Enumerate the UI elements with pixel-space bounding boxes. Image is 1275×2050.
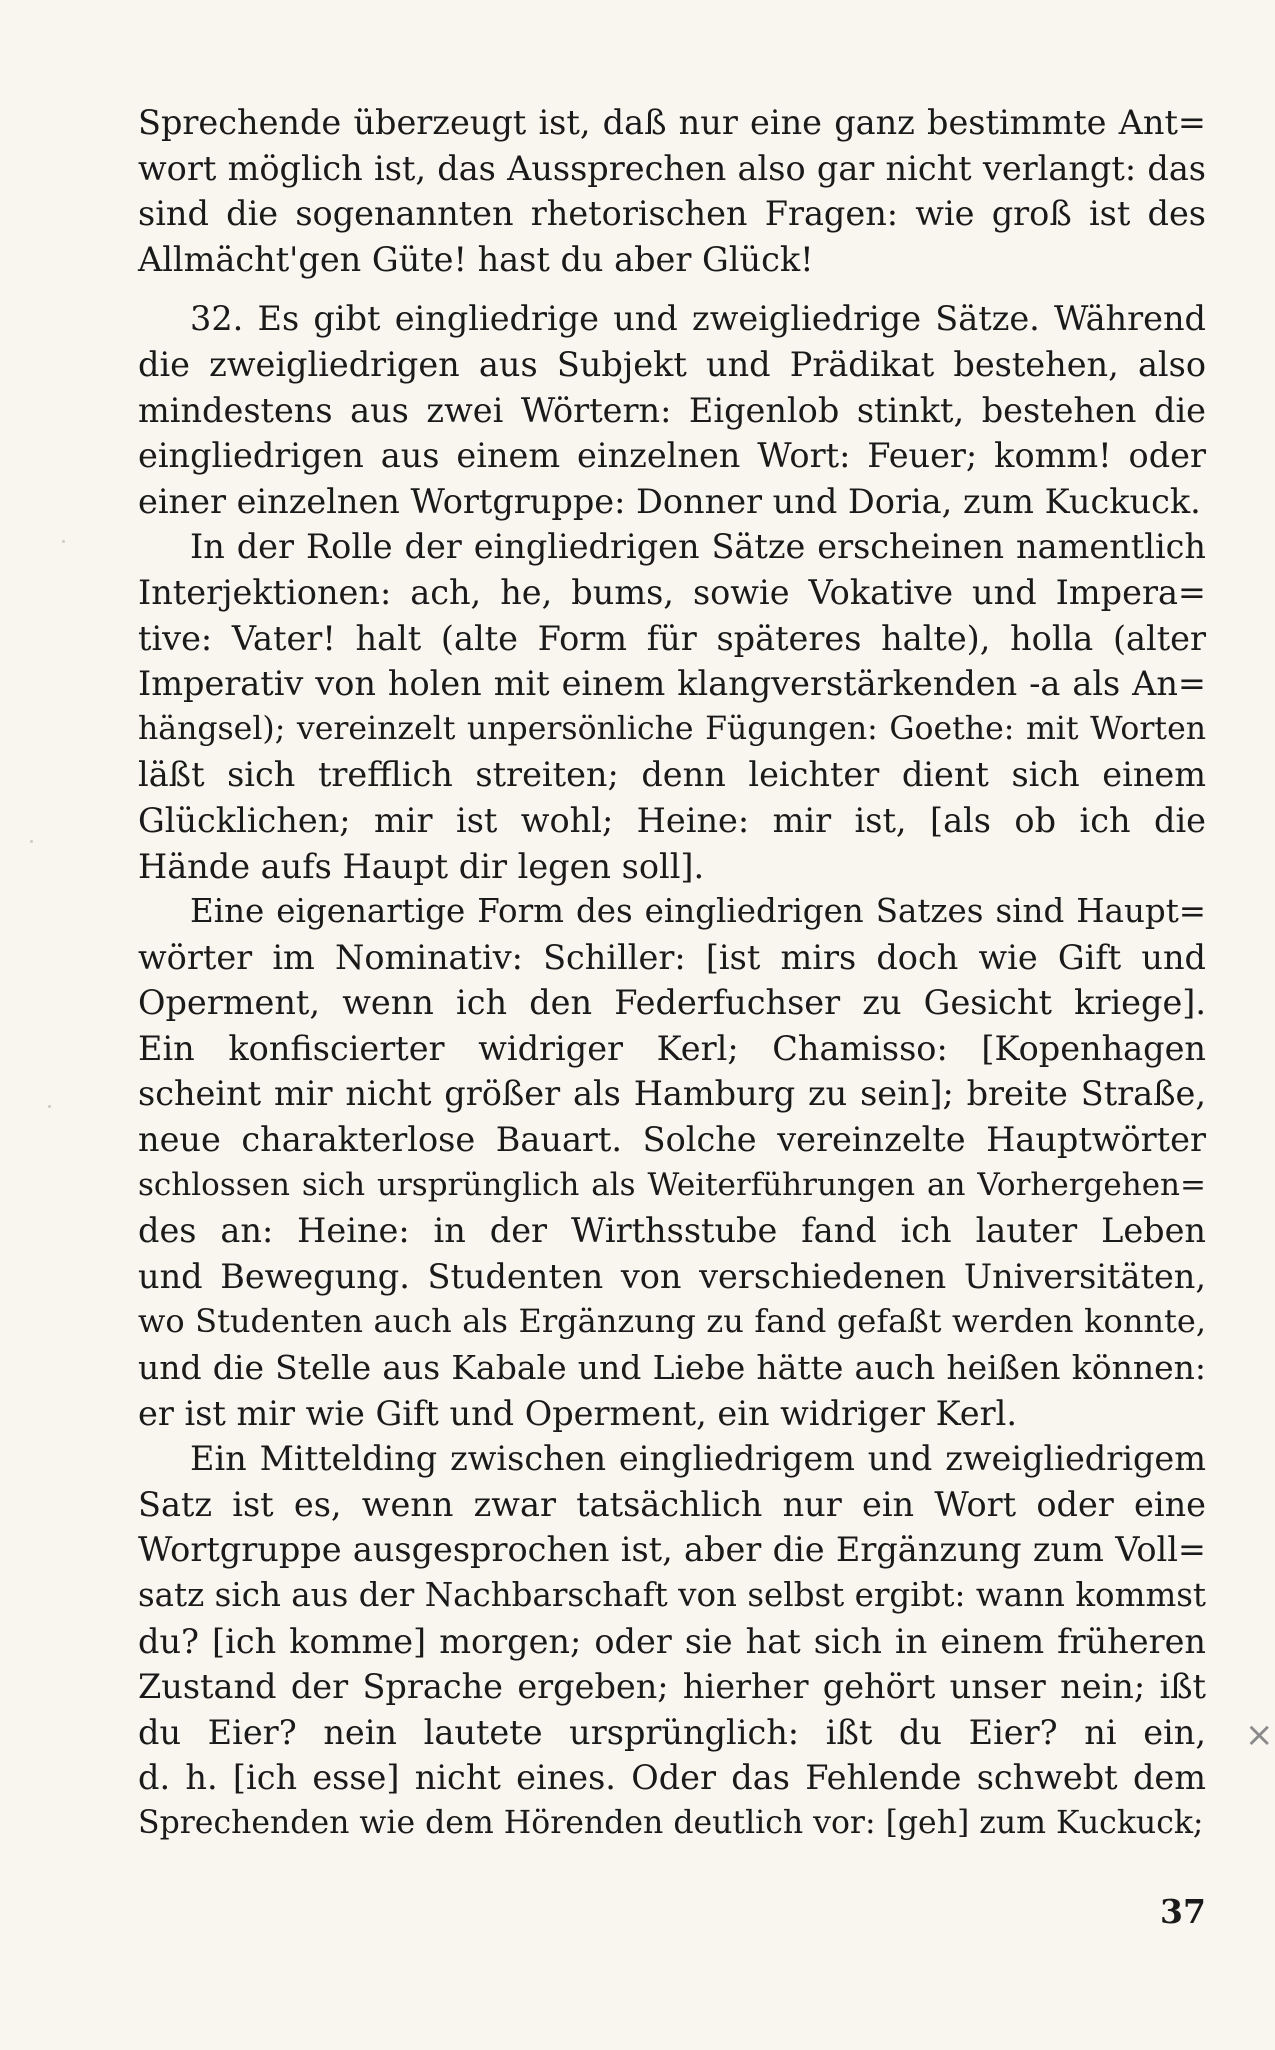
paper-speck: [48, 1105, 51, 1108]
text-line: des an: Heine: in der Wirthsstube fand ich lauter Leben: [138, 1211, 1206, 1251]
paragraph-32-first-line: 32. Es gibt eingliedrige und zweigliedrige Sätze. Während: [190, 299, 1206, 339]
paragraph-first-line: Ein Mittelding zwischen eingliedrigem und zweigliedrigem: [190, 1439, 1206, 1479]
text-line: satz sich aus der Nachbarschaft von selbst ergibt: wann kommst: [138, 1576, 1206, 1614]
text-line: Operment, wenn ich den Federfuchser zu Gesicht kriege].: [138, 983, 1206, 1023]
text-line: Sprechenden wie dem Hörenden deutlich vor: [geh] zum Kuckuck;: [138, 1804, 1204, 1841]
margin-cross-mark: ×: [1245, 1715, 1274, 1755]
page-number: 37: [1160, 1892, 1206, 1931]
text-line: Ein konfiscierter widriger Kerl; Chamisso: [Kopenhagen: [138, 1028, 1206, 1068]
paragraph-first-line: In der Rolle der eingliedrigen Sätze erscheinen namentlich: [190, 527, 1206, 567]
text-line: die zweigliedrigen aus Subjekt und Prädikat bestehen, also: [138, 344, 1206, 384]
text-line: hängsel); vereinzelt unpersönliche Fügungen: Goethe: mit Worten: [138, 710, 1206, 747]
paragraph-first-line: Eine eigenartige Form des eingliedrigen Satzes sind Haupt=: [190, 892, 1206, 931]
text-line: läßt sich trefflich streiten; denn leichter dient sich einem: [138, 755, 1206, 795]
text-line: Satz ist es, wenn zwar tatsächlich nur ein Wort oder eine: [138, 1484, 1206, 1524]
text-line: wo Studenten auch als Ergänzung zu fand gefaßt werden konnte,: [138, 1302, 1206, 1341]
text-line: sind die sogenannten rhetorischen Fragen: wie groß ist des: [138, 194, 1206, 234]
text-line: du Eier? nein lautete ursprünglich: ißt du Eier? ni ein,: [138, 1712, 1206, 1752]
text-line: tive: Vater! halt (alte Form für späteres halte), holla (alter: [138, 618, 1206, 658]
paper-speck: [62, 540, 65, 543]
body-text: [138, 100, 1206, 1847]
text-line: wort möglich ist, das Aussprechen also gar nicht verlangt: das: [138, 148, 1206, 188]
text-line: Imperativ von holen mit einem klangverstärkenden -a als An=: [138, 664, 1206, 704]
text-line: Sprechende überzeugt ist, daß nur eine ganz bestimmte Ant=: [138, 103, 1206, 142]
text-line: Glücklichen; mir ist wohl; Heine: mir ist, [als ob ich die: [138, 800, 1206, 840]
text-line: Zustand der Sprache ergeben; hierher gehört unser nein; ißt: [138, 1667, 1206, 1707]
text-line: er ist mir wie Gift und Operment, ein widriger Kerl.: [138, 1393, 1017, 1433]
text-line: wörter im Nominativ: Schiller: [ist mirs doch wie Gift und: [138, 937, 1206, 977]
text-line: Wortgruppe ausgesprochen ist, aber die Ergänzung zum Voll=: [138, 1530, 1206, 1570]
text-line: und Bewegung. Studenten von verschiedenen Universitäten,: [138, 1256, 1206, 1296]
text-line: du? [ich komme] morgen; oder sie hat sich in einem früheren: [138, 1621, 1206, 1661]
text-line: scheint mir nicht größer als Hamburg zu sein]; breite Straße,: [138, 1074, 1206, 1114]
paper-speck: [30, 840, 33, 843]
text-line: schlossen sich ursprünglich als Weiterführungen an Vorhergehen=: [138, 1166, 1206, 1203]
text-line: Interjektionen: ach, he, bums, sowie Vokative und Impera=: [138, 572, 1206, 612]
text-line: neue charakterlose Bauart. Solche vereinzelte Hauptwörter: [138, 1120, 1206, 1160]
text-line: mindestens aus zwei Wörtern: Eigenlob stinkt, bestehen die: [138, 390, 1206, 430]
text-line: und die Stelle aus Kabale und Liebe hätte auch heißen können:: [138, 1348, 1206, 1388]
text-line: Allmächt'gen Güte! hast du aber Glück!: [138, 239, 814, 279]
text-line: Hände aufs Haupt dir legen soll].: [138, 846, 705, 886]
text-line: eingliedrigen aus einem einzelnen Wort: Feuer; komm! oder: [138, 436, 1206, 476]
text-line: d. h. [ich esse] nicht eines. Oder das Fehlende schwebt dem: [138, 1758, 1206, 1798]
text-line: einer einzelnen Wortgruppe: Donner und Doria, zum Kuckuck.: [138, 481, 1201, 521]
